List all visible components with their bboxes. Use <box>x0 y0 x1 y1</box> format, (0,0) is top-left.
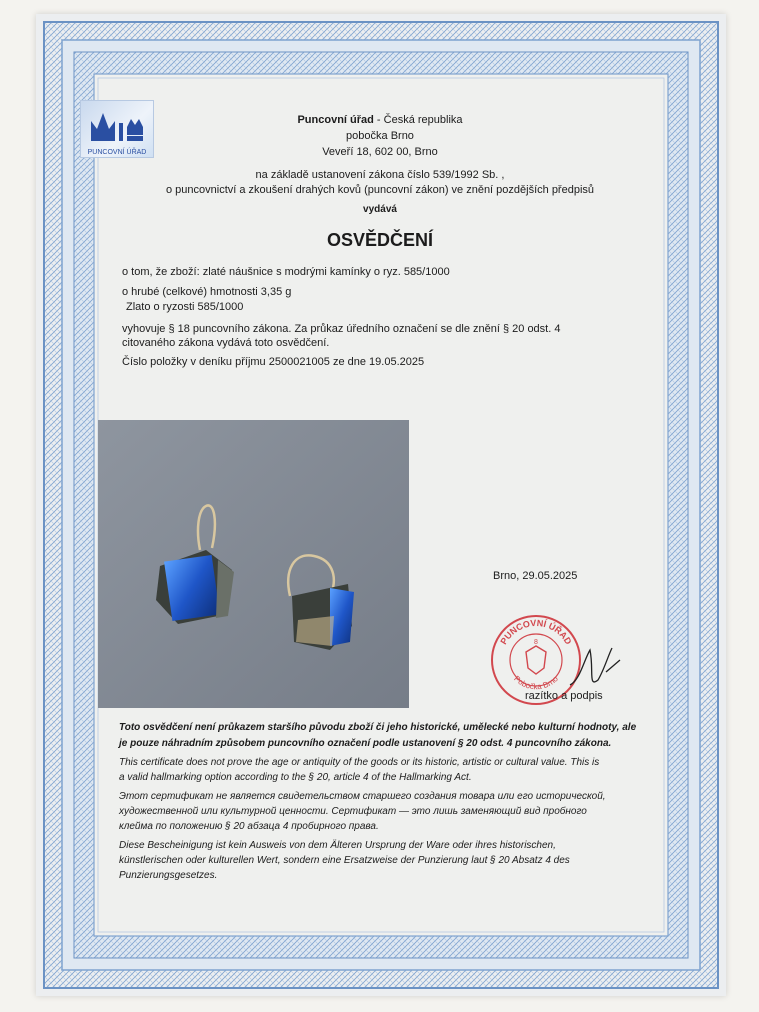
disclaimer-ru-line1: Этот сертификат не является свидетельством старшего создания товара или его исторической, <box>119 791 606 802</box>
legal-basis-line1: na základě ustanovení zákona číslo 539/1992 Sb. , <box>255 169 505 181</box>
place-date: Brno, 29.05.2025 <box>493 570 578 582</box>
disclaimer-ru-line3: клейма по положению § 20 абзаца 4 пробирного права. <box>119 821 379 832</box>
disclaimer-en-line2: a valid hallmarking option according to the § 20, article 4 of the Hallmarking Act. <box>119 772 472 783</box>
disclaimer-de-line2: künstlerischen oder kulturellen Wert, sondern eine Ersatzweise der Punzierung laut § 20 Absatz 4 des <box>119 855 570 866</box>
stamp-signature-label: razítko a podpis <box>525 690 603 702</box>
goods-line: o tom, že zboží: zlaté náušnice s modrými kamínky o ryz. 585/1000 <box>122 266 450 278</box>
disclaimer-cz-line1: Toto osvědčení není průkazem staršího původu zboží či jeho historické, umělecké nebo kulturní hodnoty, ale <box>119 722 637 733</box>
legal-basis-line2: o puncovnictví a zkoušení drahých kovů (puncovní zákon) ve znění pozdějších předpisů <box>165 184 595 196</box>
issuer-country: - Česká republika <box>373 114 463 126</box>
certificate-title: OSVĚDČENÍ <box>326 230 434 250</box>
issuer-address: Veveří 18, 602 00, Brno <box>322 146 438 158</box>
hallmark-office-logo <box>80 100 154 158</box>
stamp-number: 8 <box>534 639 538 646</box>
issues-label: vydává <box>363 204 397 215</box>
gold-line: Zlato o ryzosti 585/1000 <box>126 301 244 313</box>
disclaimer-ru-line2: художественной или культурной ценности. Сертификат — это лишь заменяющий вид пробного <box>119 806 587 817</box>
earrings-photo <box>98 420 409 708</box>
stamp-top-text: PUNCOVNÍ ÚŘAD <box>498 617 574 647</box>
issuer-name-line <box>180 113 580 127</box>
logo-text: PUNCOVNÍ ÚŘAD <box>87 149 147 156</box>
complies-line2: citovaného zákona vydává toto osvědčení. <box>122 337 330 349</box>
disclaimer-de-line3: Punzierungsgesetzes. <box>119 870 218 881</box>
disclaimer-de-line1: Diese Bescheinigung ist kein Ausweis von dem Älteren Ursprung der Ware oder ihres historischen, <box>119 840 556 851</box>
complies-line1: vyhovuje § 18 puncovního zákona. Za průkaz úředního označení se dle znění § 20 odst. 4 <box>122 323 561 335</box>
issuer-name: Puncovní úřad <box>297 114 374 126</box>
weight-line: o hrubé (celkové) hmotnosti 3,35 g <box>122 286 292 298</box>
item-number-line: Číslo položky v deníku příjmu 2500021005 ze dne 19.05.2025 <box>122 356 425 368</box>
lion-emblem-icon <box>526 646 546 674</box>
stamp-bottom-text: Pobočka Brno <box>512 674 560 692</box>
disclaimer-cz-line2: je pouze náhradním způsobem puncovního označení podle ustanovení § 20 odst. 4 puncovního zákona. <box>119 738 612 749</box>
disclaimer-en-line1: This certificate does not prove the age or antiquity of the goods or its historic, artistic or cultural value. This is <box>119 757 600 768</box>
issuer-branch: pobočka Brno <box>346 130 414 142</box>
